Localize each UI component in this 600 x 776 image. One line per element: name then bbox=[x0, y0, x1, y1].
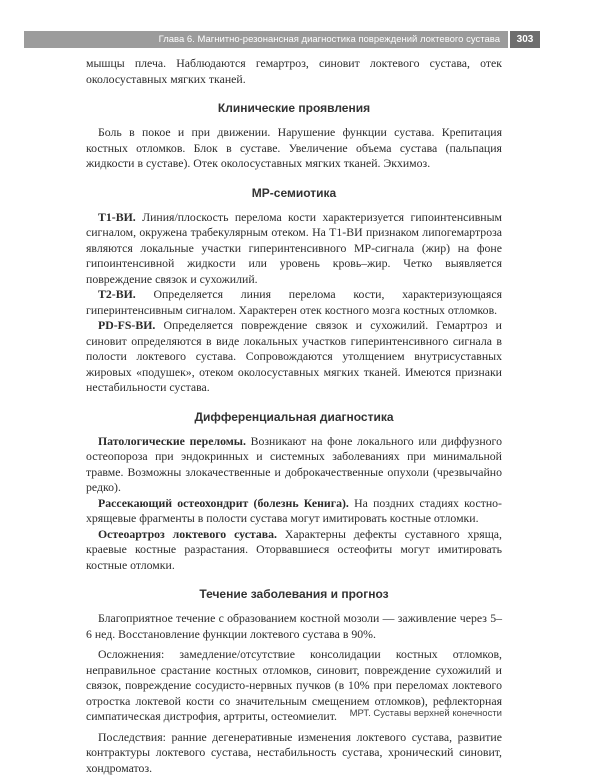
differential-item-1-term: Патологические переломы. bbox=[98, 434, 246, 448]
differential-heading: Дифференциальная диагностика bbox=[86, 410, 502, 424]
page-number: 303 bbox=[510, 31, 540, 48]
mri-t1-text: Линия/плоскость перелома кости характеризуется гипоинтенсивным сигналом, окружена трабекулярным отеком. На Т1-ВИ признаком липогемартроза являются локальные участки гиперинтенсивного МР-сигнала (жир) на фоне гипоинтенсивной жидкости или уровень кровь–жир. Четко выявляется повреждение связок и сухожилий. bbox=[86, 210, 502, 286]
clinical-heading: Клинические проявления bbox=[86, 101, 502, 115]
course-paragraph-2: Осложнения: замедление/отсутствие консолидации костных отломков, неправильное срастание костных отломков, синовит, повреждение сухожилий и связок, повреждение сосудисто-нервных пучков (в 10% при переломах локтевого отростка локтевой кости со значительным смещением отломков), рефлекторная симпатическая дистрофия, артриты, остеомиелит. bbox=[86, 647, 502, 725]
course-paragraph-1: Благоприятное течение с образованием костной мозоли — заживление через 5–6 нед. Восстановление функции локтевого сустава в 90%. bbox=[86, 611, 502, 642]
differential-item-2-term: Рассекающий остеохондрит (болезнь Кенига). bbox=[98, 496, 349, 510]
mri-pd-text: Определяется повреждение связок и сухожилий. Гемартроз и синовит определяются в виде локальных участков гиперинтенсивного сигнала в полости локтевого сустава. Сопровождаются утолщением внутрисуставных жировых «подушек», отеком околосуставных мягких тканей. Имеются признаки нестабильности сустава. bbox=[86, 318, 502, 394]
intro-paragraph: мышцы плеча. Наблюдаются гемартроз, синовит локтевого сустава, отек околосуставных мягких тканей. bbox=[86, 56, 502, 87]
differential-item-3-term: Остеоартроз локтевого сустава. bbox=[98, 527, 277, 541]
differential-item-2-text: На поздних стадиях костно-хрящевые фрагменты в полости сустава могут имитировать костные отломки. bbox=[86, 496, 502, 526]
chapter-header bbox=[24, 31, 508, 48]
course-paragraph-3: Последствия: ранние дегенеративные изменения локтевого сустава, развитие контрактуры локтевого сустава, нестабильность сустава, хронический синовит, хондроматоз. bbox=[86, 730, 502, 776]
chapter-title: Глава 6. Магнитно-резонансная диагностика повреждений локтевого сустава bbox=[159, 34, 500, 45]
differential-item-3 bbox=[86, 527, 502, 574]
mri-t2-term: Т2-ВИ. bbox=[98, 287, 136, 301]
mri-pd-term: PD-FS-ВИ. bbox=[98, 318, 155, 332]
mri-heading: МР-семиотика bbox=[86, 186, 502, 200]
mri-t2-paragraph bbox=[86, 287, 502, 318]
page-body bbox=[86, 56, 502, 776]
course-heading: Течение заболевания и прогноз bbox=[86, 587, 502, 601]
differential-item-1 bbox=[86, 434, 502, 496]
clinical-paragraph: Боль в покое и при движении. Нарушение функции сустава. Крепитация костных отломков. Блок в суставе. Увеличение объема сустава (пальпация жидкости в суставе). Отек околосуставных мягких тканей. Экхимоз. bbox=[86, 125, 502, 172]
differential-item-1-text: Возникают на фоне локального или диффузного остеопороза при эндокринных и системных заболеваниях при минимальной травме. Возможны злокачественные и доброкачественные опухоли (чрезвычайно редко). bbox=[86, 434, 502, 495]
mri-pd-paragraph bbox=[86, 318, 502, 396]
mri-t1-paragraph bbox=[86, 210, 502, 288]
differential-item-3-text: Характерны дефекты суставного хряща, краевые костные разрастания. Оторвавшиеся остеофиты могут имитировать костные отломки. bbox=[86, 527, 502, 572]
differential-item-2 bbox=[86, 496, 502, 527]
mri-t1-term: Т1-ВИ. bbox=[98, 210, 136, 224]
mri-t2-text: Определяется линия перелома кости, характеризующаяся гиперинтенсивным сигналом. Характерен отек костного мозга костных отломков. bbox=[86, 287, 502, 317]
page-footer: МРТ. Суставы верхней конечности bbox=[350, 708, 502, 719]
